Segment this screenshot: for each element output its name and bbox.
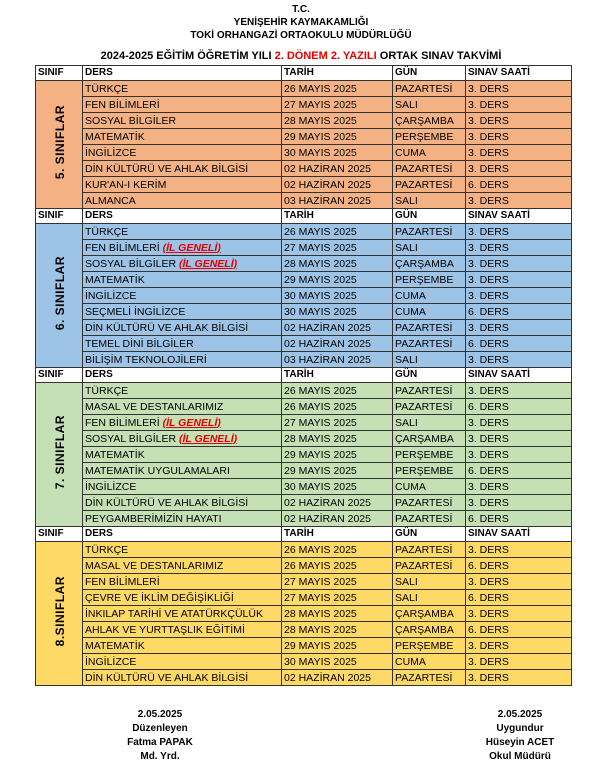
saat-cell: 6. DERS xyxy=(466,399,572,415)
saat-cell: 3. DERS xyxy=(466,129,572,145)
header-line-tc: T.C. xyxy=(292,4,310,15)
ders-name: İNGİLİZCE xyxy=(85,289,137,302)
footer-left-role: Düzenleyen xyxy=(132,723,188,734)
column-header-row xyxy=(36,368,572,383)
gun-cell: PAZARTESİ xyxy=(393,542,466,558)
header-sinif: SINIF xyxy=(36,368,83,383)
schedule-row xyxy=(36,97,572,113)
tarih-cell: 02 HAZİRAN 2025 xyxy=(282,161,393,177)
saat-cell: 6. DERS xyxy=(466,463,572,479)
saat-cell: 3. DERS xyxy=(466,81,572,97)
ders-cell xyxy=(83,224,282,240)
il-geneli-tag: (İL GENELİ) xyxy=(162,416,221,429)
il-geneli-tag: (İL GENELİ) xyxy=(162,241,221,254)
saat-cell: 3. DERS xyxy=(466,145,572,161)
gun-cell: PERŞEMBE xyxy=(393,463,466,479)
title-highlight: 2. DÖNEM 2. YAZILI xyxy=(274,50,377,62)
schedule-row xyxy=(36,224,572,240)
ders-cell xyxy=(83,97,282,113)
ders-cell xyxy=(83,622,282,638)
gun-cell: SALI xyxy=(393,193,466,209)
header-line-kaymakamlik: YENİŞEHİR KAYMAKAMLIĞI xyxy=(233,17,369,28)
schedule-row xyxy=(36,399,572,415)
schedule-row xyxy=(36,113,572,129)
gun-cell: ÇARŞAMBA xyxy=(393,113,466,129)
ders-cell xyxy=(83,304,282,320)
ders-cell xyxy=(83,399,282,415)
tarih-cell: 28 MAYIS 2025 xyxy=(282,431,393,447)
gun-cell: PAZARTESİ xyxy=(393,495,466,511)
saat-cell: 3. DERS xyxy=(466,654,572,670)
tarih-cell: 26 MAYIS 2025 xyxy=(282,383,393,399)
gun-cell: ÇARŞAMBA xyxy=(393,431,466,447)
tarih-cell: 26 MAYIS 2025 xyxy=(282,558,393,574)
tarih-cell: 02 HAZİRAN 2025 xyxy=(282,670,393,686)
column-header-row xyxy=(36,527,572,542)
ders-cell xyxy=(83,654,282,670)
schedule-row xyxy=(36,304,572,320)
ders-name: MATEMATİK xyxy=(85,273,145,286)
schedule-row xyxy=(36,272,572,288)
schedule-row xyxy=(36,145,572,161)
saat-cell: 3. DERS xyxy=(466,224,572,240)
schedule-row xyxy=(36,383,572,399)
ders-cell xyxy=(83,606,282,622)
tarih-cell: 30 MAYIS 2025 xyxy=(282,654,393,670)
ders-cell xyxy=(83,574,282,590)
ders-cell xyxy=(83,81,282,97)
ders-name: MASAL VE DESTANLARIMIZ xyxy=(85,559,224,572)
ders-name: DİN KÜLTÜRÜ VE AHLAK BİLGİSİ xyxy=(85,321,249,334)
ders-cell xyxy=(83,479,282,495)
gun-cell: PERŞEMBE xyxy=(393,272,466,288)
tarih-cell: 27 MAYIS 2025 xyxy=(282,590,393,606)
saat-cell: 3. DERS xyxy=(466,97,572,113)
ders-name: ÇEVRE VE İKLİM DEĞİŞİKLİĞİ xyxy=(85,591,234,604)
ders-name: DİN KÜLTÜRÜ VE AHLAK BİLGİSİ xyxy=(85,496,249,509)
ders-name: SOSYAL BİLGİLER xyxy=(85,257,177,270)
ders-cell xyxy=(83,638,282,654)
schedule-row xyxy=(36,415,572,431)
ders-name: SOSYAL BİLGİLER xyxy=(85,114,177,127)
gun-cell: ÇARŞAMBA xyxy=(393,606,466,622)
gun-cell: PAZARTESİ xyxy=(393,670,466,686)
tarih-cell: 02 HAZİRAN 2025 xyxy=(282,320,393,336)
ders-name: FEN BİLİMLERİ xyxy=(85,241,160,254)
ders-name: AHLAK VE YURTTAŞLIK EĞİTİMİ xyxy=(85,623,245,636)
footer-right-role: Uygundur xyxy=(496,723,544,734)
gun-cell: PAZARTESİ xyxy=(393,336,466,352)
gun-cell: PAZARTESİ xyxy=(393,224,466,240)
tarih-cell: 29 MAYIS 2025 xyxy=(282,272,393,288)
saat-cell: 3. DERS xyxy=(466,272,572,288)
ders-cell xyxy=(83,415,282,431)
saat-cell: 3. DERS xyxy=(466,113,572,129)
ders-name: İNGİLİZCE xyxy=(85,480,137,493)
ders-name: TEMEL DİNİ BİLGİLER xyxy=(85,337,194,350)
schedule-row xyxy=(36,193,572,209)
ders-cell xyxy=(83,542,282,558)
ders-name: MATEMATİK UYGULAMALARI xyxy=(85,464,230,477)
il-geneli-tag: (İL GENELİ) xyxy=(178,257,238,270)
gun-cell: SALI xyxy=(393,97,466,113)
grade-label: 7. SINIFLAR xyxy=(53,415,67,490)
tarih-cell: 02 HAZİRAN 2025 xyxy=(282,177,393,193)
ders-cell xyxy=(83,336,282,352)
ders-name: SOSYAL BİLGİLER xyxy=(85,432,177,445)
tarih-cell: 26 MAYIS 2025 xyxy=(282,224,393,240)
ders-cell xyxy=(83,129,282,145)
schedule-row xyxy=(36,670,572,686)
tarih-cell: 30 MAYIS 2025 xyxy=(282,304,393,320)
gun-cell: SALI xyxy=(393,240,466,256)
header-gun: GÜN xyxy=(393,368,466,383)
tarih-cell: 28 MAYIS 2025 xyxy=(282,622,393,638)
header-sinif: SINIF xyxy=(36,66,83,81)
header-gun: GÜN xyxy=(393,209,466,224)
title-part1: 2024-2025 EĞİTİM ÖĞRETİM YILI xyxy=(100,50,272,62)
ders-name: DİN KÜLTÜRÜ VE AHLAK BİLGİSİ xyxy=(85,162,249,175)
column-header-row xyxy=(36,209,572,224)
gun-cell: PAZARTESİ xyxy=(393,558,466,574)
ders-name: FEN BİLİMLERİ xyxy=(85,575,160,588)
ders-cell xyxy=(83,431,282,447)
saat-cell: 6. DERS xyxy=(466,622,572,638)
gun-cell: PAZARTESİ xyxy=(393,320,466,336)
saat-cell: 6. DERS xyxy=(466,511,572,527)
title-part2: ORTAK SINAV TAKVİMİ xyxy=(379,50,502,62)
gun-cell: SALI xyxy=(393,415,466,431)
saat-cell: 3. DERS xyxy=(466,495,572,511)
header-sinif: SINIF xyxy=(36,527,83,542)
header-line-school: TOKİ ORHANGAZİ ORTAOKULU MÜDÜRLÜĞÜ xyxy=(190,30,412,41)
ders-name: MATEMATİK xyxy=(85,639,145,652)
footer-approved-by xyxy=(455,708,585,764)
schedule-row xyxy=(36,463,572,479)
grade-label: 6. SINIFLAR xyxy=(53,256,67,331)
saat-cell: 3. DERS xyxy=(466,606,572,622)
footer-right-title: Okul Müdürü xyxy=(489,751,551,762)
tarih-cell: 26 MAYIS 2025 xyxy=(282,399,393,415)
schedule-row xyxy=(36,590,572,606)
ders-cell xyxy=(83,256,282,272)
schedule-row xyxy=(36,161,572,177)
schedule-row xyxy=(36,638,572,654)
ders-cell xyxy=(83,383,282,399)
ders-name: BİLİŞİM TEKNOLOJİLERİ xyxy=(85,353,207,366)
schedule-row xyxy=(36,574,572,590)
footer-left-date: 2.05.2025 xyxy=(137,709,183,720)
saat-cell: 3. DERS xyxy=(466,431,572,447)
saat-cell: 6. DERS xyxy=(466,590,572,606)
header-gun: GÜN xyxy=(393,66,466,81)
tarih-cell: 29 MAYIS 2025 xyxy=(282,447,393,463)
ders-cell xyxy=(83,558,282,574)
tarih-cell: 26 MAYIS 2025 xyxy=(282,542,393,558)
saat-cell: 6. DERS xyxy=(466,336,572,352)
grade-label-cell xyxy=(36,383,83,527)
gun-cell: ÇARŞAMBA xyxy=(393,256,466,272)
gun-cell: PERŞEMBE xyxy=(393,638,466,654)
schedule-row xyxy=(36,81,572,97)
ders-cell xyxy=(83,193,282,209)
grade-label-cell xyxy=(36,542,83,686)
ders-cell xyxy=(83,495,282,511)
ders-cell xyxy=(83,288,282,304)
footer-right-date: 2.05.2025 xyxy=(497,709,543,720)
ders-name: PEYGAMBERİMİZİN HAYATI xyxy=(85,512,222,525)
grade-label: 8.SINIFLAR xyxy=(53,576,67,647)
header-tarih: TARİH xyxy=(282,66,393,81)
header-saat: SINAV SAATİ xyxy=(466,527,572,542)
header-saat: SINAV SAATİ xyxy=(466,368,572,383)
saat-cell: 3. DERS xyxy=(466,352,572,368)
tarih-cell: 28 MAYIS 2025 xyxy=(282,113,393,129)
schedule-row xyxy=(36,336,572,352)
schedule-row xyxy=(36,479,572,495)
tarih-cell: 29 MAYIS 2025 xyxy=(282,129,393,145)
gun-cell: CUMA xyxy=(393,288,466,304)
tarih-cell: 26 MAYIS 2025 xyxy=(282,81,393,97)
gun-cell: PAZARTESİ xyxy=(393,399,466,415)
schedule-row xyxy=(36,542,572,558)
gun-cell: CUMA xyxy=(393,654,466,670)
saat-cell: 3. DERS xyxy=(466,638,572,654)
footer-prepared-by xyxy=(95,708,225,764)
tarih-cell: 30 MAYIS 2025 xyxy=(282,288,393,304)
schedule-row xyxy=(36,320,572,336)
tarih-cell: 02 HAZİRAN 2025 xyxy=(282,336,393,352)
ders-name: TÜRKÇE xyxy=(85,384,129,397)
document-title xyxy=(0,50,602,62)
ders-name: İNGİLİZCE xyxy=(85,655,137,668)
ders-name: FEN BİLİMLERİ xyxy=(85,416,160,429)
gun-cell: PAZARTESİ xyxy=(393,511,466,527)
saat-cell: 3. DERS xyxy=(466,574,572,590)
saat-cell: 3. DERS xyxy=(466,415,572,431)
tarih-cell: 27 MAYIS 2025 xyxy=(282,415,393,431)
gun-cell: CUMA xyxy=(393,304,466,320)
gun-cell: PERŞEMBE xyxy=(393,129,466,145)
ders-name: TÜRKÇE xyxy=(85,82,129,95)
ders-cell xyxy=(83,145,282,161)
saat-cell: 3. DERS xyxy=(466,447,572,463)
gun-cell: PAZARTESİ xyxy=(393,177,466,193)
tarih-cell: 03 HAZİRAN 2025 xyxy=(282,193,393,209)
saat-cell: 6. DERS xyxy=(466,304,572,320)
ders-cell xyxy=(83,590,282,606)
ders-name: TÜRKÇE xyxy=(85,225,129,238)
ders-cell xyxy=(83,177,282,193)
schedule-row xyxy=(36,447,572,463)
saat-cell: 3. DERS xyxy=(466,193,572,209)
saat-cell: 3. DERS xyxy=(466,256,572,272)
header-ders: DERS xyxy=(83,209,282,224)
tarih-cell: 02 HAZİRAN 2025 xyxy=(282,495,393,511)
saat-cell: 3. DERS xyxy=(466,288,572,304)
tarih-cell: 27 MAYIS 2025 xyxy=(282,574,393,590)
saat-cell: 3. DERS xyxy=(466,542,572,558)
saat-cell: 3. DERS xyxy=(466,383,572,399)
saat-cell: 3. DERS xyxy=(466,479,572,495)
tarih-cell: 28 MAYIS 2025 xyxy=(282,606,393,622)
saat-cell: 3. DERS xyxy=(466,161,572,177)
header-ders: DERS xyxy=(83,66,282,81)
schedule-row xyxy=(36,511,572,527)
tarih-cell: 28 MAYIS 2025 xyxy=(282,256,393,272)
gun-cell: PERŞEMBE xyxy=(393,447,466,463)
ders-name: ALMANCA xyxy=(85,194,136,207)
gun-cell: PAZARTESİ xyxy=(393,161,466,177)
tarih-cell: 02 HAZİRAN 2025 xyxy=(282,511,393,527)
column-header-row xyxy=(36,66,572,81)
ders-name: MATEMATİK xyxy=(85,448,145,461)
ders-name: MASAL VE DESTANLARIMIZ xyxy=(85,400,224,413)
schedule-row xyxy=(36,654,572,670)
schedule-row xyxy=(36,288,572,304)
ders-name: DİN KÜLTÜRÜ VE AHLAK BİLGİSİ xyxy=(85,671,249,684)
ders-name: İNKILAP TARİHİ VE ATATÜRKÇÜLÜK xyxy=(85,607,263,620)
header-ders: DERS xyxy=(83,368,282,383)
ders-name: İNGİLİZCE xyxy=(85,146,137,159)
header-tarih: TARİH xyxy=(282,368,393,383)
ders-cell xyxy=(83,463,282,479)
grade-label-cell xyxy=(36,224,83,368)
header-ders: DERS xyxy=(83,527,282,542)
header-tarih: TARİH xyxy=(282,527,393,542)
ders-cell xyxy=(83,352,282,368)
ders-name: MATEMATİK xyxy=(85,130,145,143)
footer-left-name: Fatma PAPAK xyxy=(127,737,193,748)
ders-name: TÜRKÇE xyxy=(85,543,129,556)
ders-cell xyxy=(83,670,282,686)
header-sinif: SINIF xyxy=(36,209,83,224)
gun-cell: SALI xyxy=(393,590,466,606)
schedule-row xyxy=(36,558,572,574)
tarih-cell: 27 MAYIS 2025 xyxy=(282,240,393,256)
ders-name: FEN BİLİMLERİ xyxy=(85,98,160,111)
grade-label-cell xyxy=(36,81,83,209)
gun-cell: SALI xyxy=(393,352,466,368)
il-geneli-tag: (İL GENELİ) xyxy=(178,432,238,445)
ders-cell xyxy=(83,240,282,256)
gun-cell: PAZARTESİ xyxy=(393,81,466,97)
schedule-row xyxy=(36,606,572,622)
tarih-cell: 27 MAYIS 2025 xyxy=(282,97,393,113)
schedule-row xyxy=(36,431,572,447)
gun-cell: CUMA xyxy=(393,145,466,161)
tarih-cell: 30 MAYIS 2025 xyxy=(282,145,393,161)
footer-right-name: Hüseyin ACET xyxy=(485,737,555,748)
saat-cell: 3. DERS xyxy=(466,670,572,686)
ders-cell xyxy=(83,113,282,129)
schedule-row xyxy=(36,495,572,511)
tarih-cell: 29 MAYIS 2025 xyxy=(282,463,393,479)
tarih-cell: 30 MAYIS 2025 xyxy=(282,479,393,495)
saat-cell: 3. DERS xyxy=(466,320,572,336)
ders-name: KUR'AN-I KERİM xyxy=(85,178,167,191)
tarih-cell: 29 MAYIS 2025 xyxy=(282,638,393,654)
ders-cell xyxy=(83,320,282,336)
ders-cell xyxy=(83,161,282,177)
schedule-row xyxy=(36,240,572,256)
tarih-cell: 03 HAZİRAN 2025 xyxy=(282,352,393,368)
schedule-row xyxy=(36,129,572,145)
grade-label: 5. SINIFLAR xyxy=(53,105,67,180)
header-saat: SINAV SAATİ xyxy=(466,66,572,81)
schedule-row xyxy=(36,177,572,193)
footer-left-title: Md. Yrd. xyxy=(140,751,180,762)
gun-cell: ÇARŞAMBA xyxy=(393,622,466,638)
header-gun: GÜN xyxy=(393,527,466,542)
saat-cell: 6. DERS xyxy=(466,177,572,193)
ders-cell xyxy=(83,272,282,288)
header-tarih: TARİH xyxy=(282,209,393,224)
gun-cell: PAZARTESİ xyxy=(393,383,466,399)
gun-cell: CUMA xyxy=(393,479,466,495)
ders-name: SEÇMELİ İNGİLİZCE xyxy=(85,305,186,318)
schedule-row xyxy=(36,256,572,272)
ders-cell xyxy=(83,511,282,527)
gun-cell: SALI xyxy=(393,574,466,590)
ders-cell xyxy=(83,447,282,463)
exam-schedule-table xyxy=(35,65,572,686)
saat-cell: 3. DERS xyxy=(466,240,572,256)
schedule-row xyxy=(36,352,572,368)
header-saat: SINAV SAATİ xyxy=(466,209,572,224)
schedule-row xyxy=(36,622,572,638)
saat-cell: 6. DERS xyxy=(466,558,572,574)
